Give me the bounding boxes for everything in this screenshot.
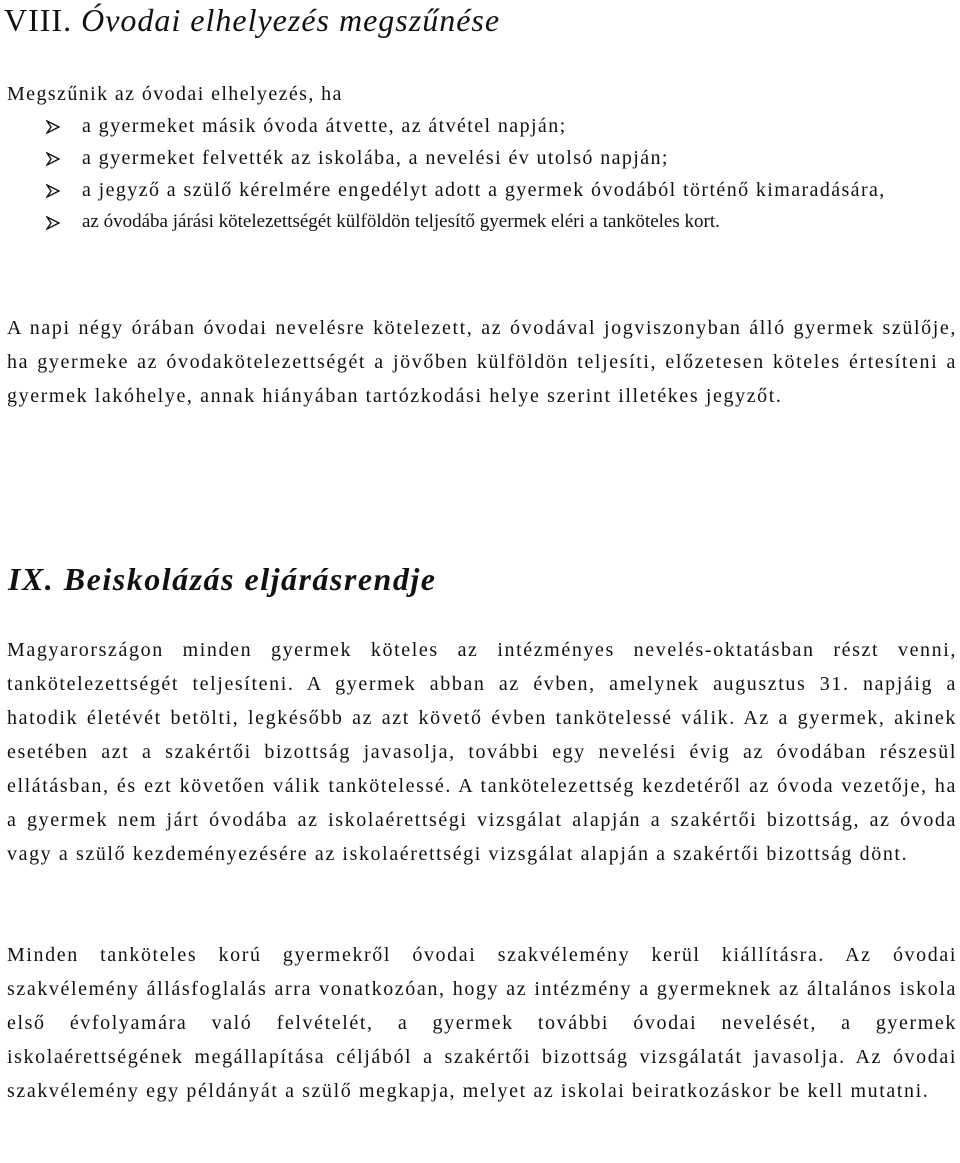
arrowhead-bullet-icon bbox=[46, 216, 60, 230]
bullet-text: a gyermeket felvették az iskolába, a nevelési év utolsó napján; bbox=[82, 147, 669, 169]
section-viii-bullet-list bbox=[0, 110, 960, 238]
bullet-text: a jegyző a szülő kérelmére engedélyt adott a gyermek óvodából történő kimaradására, bbox=[82, 179, 886, 201]
bullet-text: a gyermeket másik óvoda átvette, az átvétel napján; bbox=[82, 115, 567, 137]
bullet-item bbox=[0, 142, 960, 174]
section-viii-title: Óvodai elhelyezés megszűnése bbox=[81, 2, 501, 38]
arrowhead-bullet-icon bbox=[46, 152, 60, 166]
arrowhead-bullet-icon bbox=[46, 120, 60, 134]
section-ix-heading: IX. Beiskolázás eljárásrendje bbox=[8, 561, 437, 597]
bullet-text: az óvodába járási kötelezettségét külföldön teljesítő gyermek eléri a tanköteles kort. bbox=[82, 211, 720, 232]
bullet-item bbox=[0, 206, 960, 238]
section-viii-number: VIII. bbox=[4, 2, 73, 38]
bullet-item bbox=[0, 110, 960, 142]
section-ix-paragraph-2: Minden tanköteles korú gyermekről óvodai szakvélemény kerül kiállításra. Az óvodai szakvélemény állásfoglalás arra vonatkozóan, hogy az intézmény a gyermeknek az általános iskola első évfolyamára való felvételét, a gyermek további óvodai nevelését, a gyermek iskolaérettségének megállapítása céljából a szakértői bizottság vizsgálatát javasolja. Az óvodai szakvélemény egy példányát a szülő megkapja, melyet az iskolai beiratkozáskor be kell mutatni. bbox=[7, 944, 957, 1102]
section-viii-intro: Megszűnik az óvodai elhelyezés, ha bbox=[7, 83, 343, 105]
arrowhead-bullet-icon bbox=[46, 184, 60, 198]
bullet-item bbox=[0, 174, 960, 206]
section-ix-paragraph-1: Magyarországon minden gyermek köteles az intézményes nevelés-oktatásban részt venni, tankötelezettségét teljesíteni. A gyermek abban az évben, amelynek augusztus 31. napjáig a hatodik életévét betölti, legkésőbb az azt követő évben tankötelessé válik. Az a gyermek, akinek esetében azt a szakértői bizottság javasolja, további egy nevelési évig az óvodában részesül ellátásban, és ezt követően válik tankötelessé. A tankötelezettség kezdetéről az óvoda vezetője, ha a gyermek nem járt óvodába az iskolaérettségi vizsgálat alapján a szakértői bizottság, az óvoda vagy a szülő kezdeményezésére az iskolaérettségi vizsgálat alapján a szakértői bizottság dönt. bbox=[7, 639, 957, 865]
section-viii-paragraph: A napi négy órában óvodai nevelésre kötelezett, az óvodával jogviszonyban álló gyermek szülője, ha gyermeke az óvodakötelezettségét a jövőben külföldön teljesíti, előzetesen köteles értesíteni a gyermek lakóhelye, annak hiányában tartózkodási helye szerint illetékes jegyzőt. bbox=[7, 317, 957, 407]
section-viii-heading bbox=[4, 0, 500, 40]
